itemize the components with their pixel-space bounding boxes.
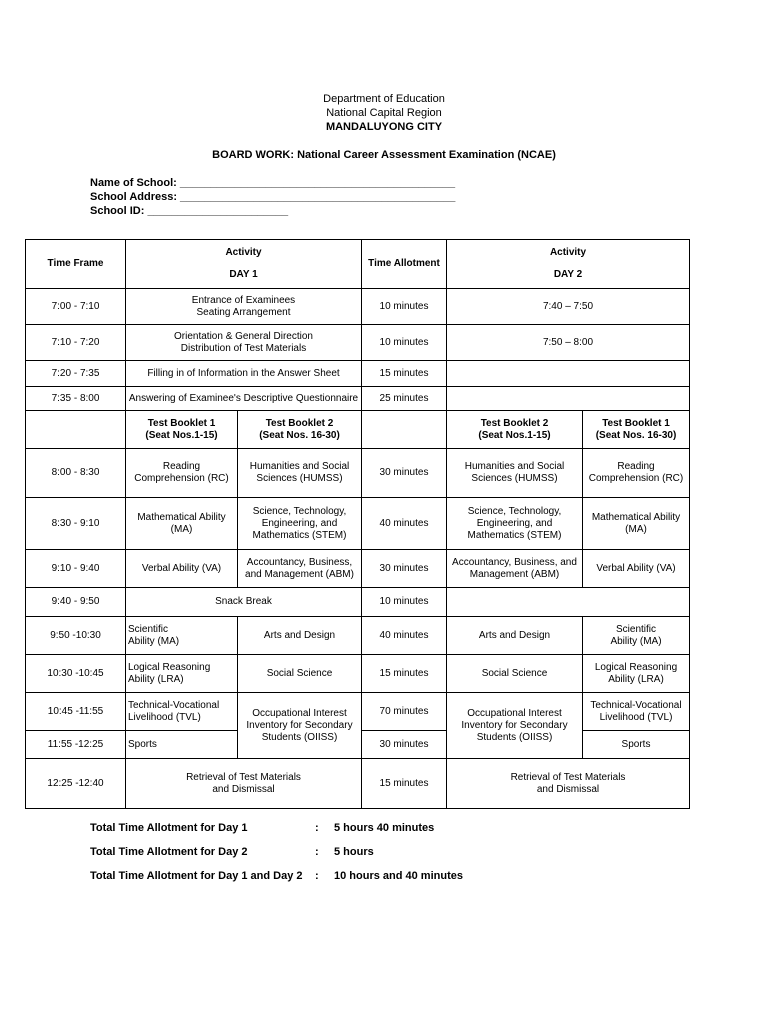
table-row <box>26 617 690 655</box>
time-cell: 10:45 -11:55 <box>26 693 126 731</box>
subject-cell: Technical-Vocational Livelihood (TVL) <box>126 693 238 731</box>
department-name: Department of Education <box>323 93 445 105</box>
subject-cell: Scientific Ability (MA) <box>583 617 690 655</box>
subject-cell-oiiss: Occupational Interest Inventory for Secondary Students (OIISS) <box>238 693 362 759</box>
total-value: 10 hours and 40 minutes <box>334 870 463 882</box>
allotment-cell: 10 minutes <box>362 588 447 617</box>
subject-cell: Reading Comprehension (RC) <box>583 449 690 498</box>
booklet-d2b: Test Booklet 1 (Seat Nos. 16-30) <box>583 411 690 449</box>
activity-cell: Answering of Examinee's Descriptive Questionnaire <box>126 387 362 411</box>
activity-cell: Retrieval of Test Materials and Dismissal <box>126 759 362 809</box>
allotment-cell: 30 minutes <box>362 449 447 498</box>
booklet-d2a: Test Booklet 2 (Seat Nos.1-15) <box>447 411 583 449</box>
header-day1-label: DAY 1 <box>229 269 258 280</box>
time-cell: 12:25 -12:40 <box>26 759 126 809</box>
subject-cell: Logical Reasoning Ability (LRA) <box>583 655 690 693</box>
subject-cell: Science, Technology, Engineering, and Mathematics (STEM) <box>238 498 362 550</box>
subject-cell: Science, Technology, Engineering, and Mathematics (STEM) <box>447 498 583 550</box>
total-label: Total Time Allotment for Day 1 <box>90 822 248 834</box>
table-header-row <box>26 240 690 289</box>
total-value: 5 hours 40 minutes <box>334 822 435 834</box>
schedule-table-wrapper <box>25 239 690 809</box>
time-cell: 11:55 -12:25 <box>26 731 126 759</box>
subject-cell: Reading Comprehension (RC) <box>126 449 238 498</box>
allotment-cell: 30 minutes <box>362 550 447 588</box>
subject-cell: Scientific Ability (MA) <box>126 617 238 655</box>
allotment-cell: 15 minutes <box>362 759 447 809</box>
subject-cell: Arts and Design <box>447 617 583 655</box>
region-name: National Capital Region <box>326 107 442 119</box>
header-activity-label: Activity <box>549 247 587 258</box>
day2-cell: Retrieval of Test Materials and Dismissal <box>447 759 690 809</box>
time-cell: 7:35 - 8:00 <box>26 387 126 411</box>
time-cell: 9:10 - 9:40 <box>26 550 126 588</box>
time-cell: 9:50 -10:30 <box>26 617 126 655</box>
time-cell: 7:20 - 7:35 <box>26 361 126 387</box>
total-value: 5 hours <box>334 846 374 858</box>
subject-cell: Humanities and Social Sciences (HUMSS) <box>238 449 362 498</box>
table-row <box>26 655 690 693</box>
activity-cell: Entrance of Examinees Seating Arrangement <box>126 289 362 325</box>
booklet-d1b: Test Booklet 2 (Seat Nos. 16-30) <box>238 411 362 449</box>
city-name: MANDALUYONG CITY <box>325 121 443 133</box>
school-info-block <box>90 176 455 218</box>
allotment-cell: 15 minutes <box>362 655 447 693</box>
subject-cell: Mathematical Ability (MA) <box>126 498 238 550</box>
total-label: Total Time Allotment for Day 1 and Day 2 <box>90 870 303 882</box>
table-row <box>26 449 690 498</box>
allotment-cell: 40 minutes <box>362 498 447 550</box>
school-id-field: School ID: _______________________ <box>90 205 289 217</box>
booklet-header-row <box>26 411 690 449</box>
time-cell: 7:10 - 7:20 <box>26 325 126 361</box>
subject-cell: Sports <box>583 731 690 759</box>
school-address-field: School Address: _____________________________________________ <box>90 191 456 203</box>
allotment-cell: 70 minutes <box>362 693 447 731</box>
table-row <box>26 693 690 731</box>
subject-cell: Humanities and Social Sciences (HUMSS) <box>447 449 583 498</box>
subject-cell: Social Science <box>447 655 583 693</box>
subject-cell: Social Science <box>238 655 362 693</box>
subject-cell: Sports <box>126 731 238 759</box>
table-row <box>26 289 690 325</box>
subject-cell-oiiss: Occupational Interest Inventory for Secondary Students (OIISS) <box>447 693 583 759</box>
total-colon: : <box>315 846 319 858</box>
day2-cell-empty <box>447 588 690 617</box>
activity-cell: Filling in of Information in the Answer Sheet <box>126 361 362 387</box>
day2-cell: 7:50 – 8:00 <box>447 325 690 361</box>
table-row <box>26 361 690 387</box>
allotment-cell: 10 minutes <box>362 325 447 361</box>
activity-cell: Orientation & General Direction Distribution of Test Materials <box>126 325 362 361</box>
booklet-d1a: Test Booklet 1 (Seat Nos.1-15) <box>126 411 238 449</box>
allotment-cell: 15 minutes <box>362 361 447 387</box>
subject-cell: Logical Reasoning Ability (LRA) <box>126 655 238 693</box>
subject-cell: Accountancy, Business, and Management (ABM) <box>447 550 583 588</box>
allotment-cell: 40 minutes <box>362 617 447 655</box>
schedule-table <box>25 239 690 809</box>
time-cell: 7:00 - 7:10 <box>26 289 126 325</box>
allotment-cell: 30 minutes <box>362 731 447 759</box>
total-colon: : <box>315 870 319 882</box>
school-name-field: Name of School: _____________________________________________ <box>90 177 456 189</box>
day2-cell: 7:40 – 7:50 <box>447 289 690 325</box>
subject-cell: Arts and Design <box>238 617 362 655</box>
document-header <box>0 92 768 134</box>
activity-cell: Snack Break <box>126 588 362 617</box>
header-activity-label: Activity <box>225 247 262 258</box>
time-cell-empty <box>26 411 126 449</box>
table-row <box>26 498 690 550</box>
subject-cell: Technical-Vocational Livelihood (TVL) <box>583 693 690 731</box>
table-row <box>26 387 690 411</box>
total-colon: : <box>315 822 319 834</box>
subject-cell: Verbal Ability (VA) <box>583 550 690 588</box>
allotment-cell: 25 minutes <box>362 387 447 411</box>
table-row <box>26 759 690 809</box>
header-time-frame: Time Frame <box>26 240 126 289</box>
time-cell: 8:00 - 8:30 <box>26 449 126 498</box>
time-cell: 9:40 - 9:50 <box>26 588 126 617</box>
table-row <box>26 550 690 588</box>
day2-cell-empty <box>447 361 690 387</box>
header-day2 <box>447 240 690 289</box>
subject-cell: Verbal Ability (VA) <box>126 550 238 588</box>
header-day1 <box>126 240 362 289</box>
allotment-cell: 10 minutes <box>362 289 447 325</box>
time-cell: 10:30 -10:45 <box>26 655 126 693</box>
table-row <box>26 588 690 617</box>
subject-cell: Mathematical Ability (MA) <box>583 498 690 550</box>
header-day2-label: DAY 2 <box>553 269 583 280</box>
document-title: BOARD WORK: National Career Assessment Examination (NCAE) <box>212 149 556 161</box>
table-row <box>26 325 690 361</box>
day2-cell-empty <box>447 387 690 411</box>
total-label: Total Time Allotment for Day 2 <box>90 846 248 858</box>
subject-cell: Accountancy, Business, and Management (ABM) <box>238 550 362 588</box>
allotment-cell-empty <box>362 411 447 449</box>
time-cell: 8:30 - 9:10 <box>26 498 126 550</box>
header-time-allotment: Time Allotment <box>362 240 447 289</box>
